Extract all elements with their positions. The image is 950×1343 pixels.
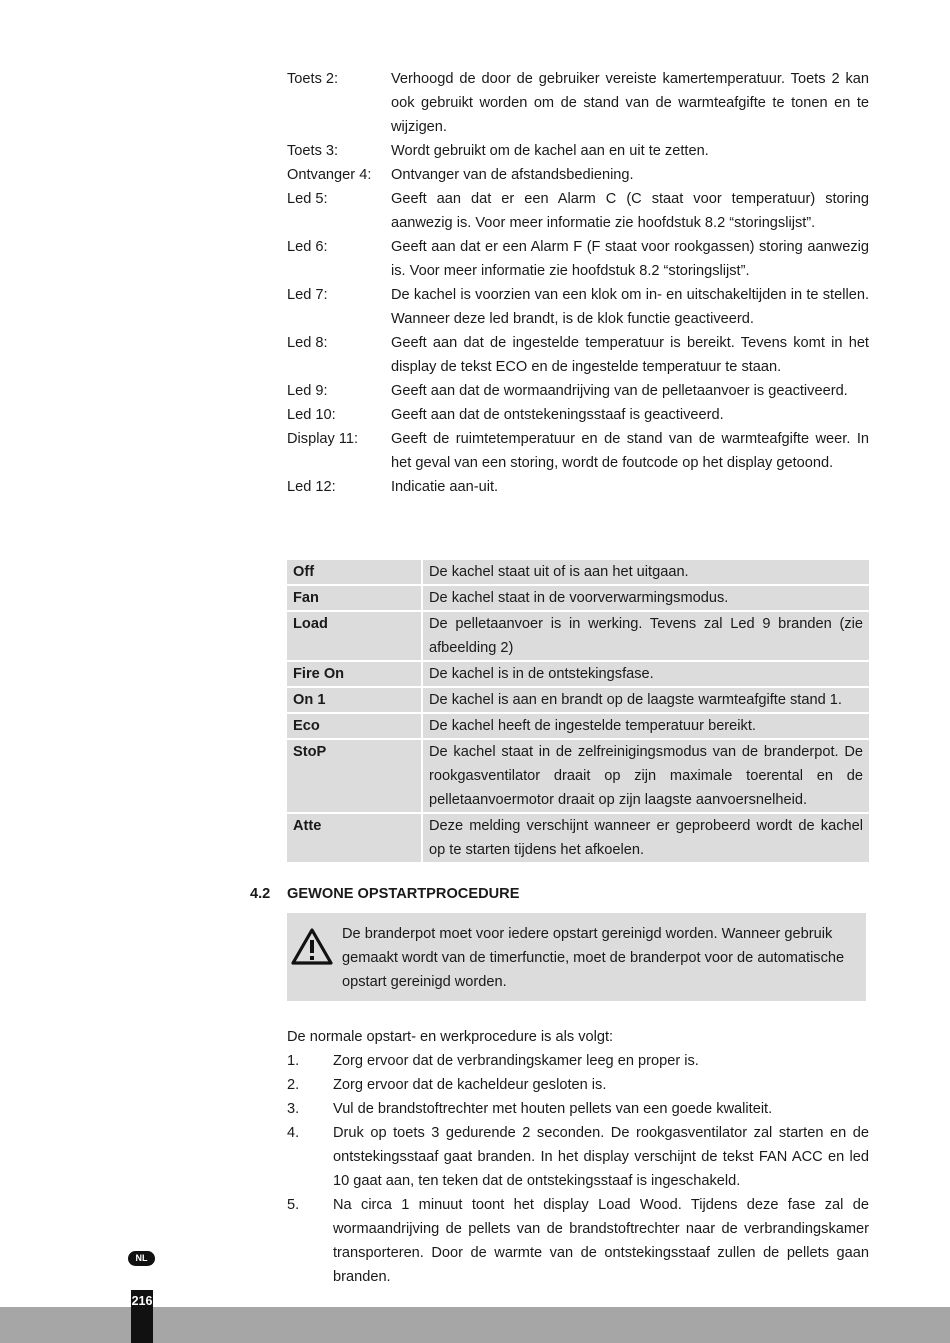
warning-text: De branderpot moet voor iedere opstart gereinigd worden. Wanneer gebruik gemaakt wordt van de timerfunctie, moet de branderpot voor de automatische opstart gereinigd worden. <box>342 926 845 990</box>
list-item <box>287 1121 869 1193</box>
definition-term: Ontvanger 4: <box>287 167 372 183</box>
list-item <box>287 1097 869 1121</box>
mode-key: Fan <box>287 586 423 612</box>
step-number: 5. <box>287 1197 300 1213</box>
step-number: 4. <box>287 1125 300 1141</box>
display-modes-table <box>287 560 869 864</box>
mode-key: Atte <box>287 814 423 864</box>
mode-key: StoP <box>287 740 423 814</box>
step-text: Druk op toets 3 gedurende 2 seconden. De rookgasventilator zal starten en de ontstekingsstaaf gaat branden. In het display verschijnt de tekst FAN ACC en led 10 gaat aan, ten teken dat de ontstekingsstaaf is ingeschakeld. <box>333 1125 869 1189</box>
list-item <box>287 1073 869 1097</box>
definition-term: Toets 3: <box>287 143 339 159</box>
definition-term: Display 11: <box>287 431 359 447</box>
mode-value: De kachel heeft de ingestelde temperatuur bereikt. <box>423 714 869 740</box>
definition-desc: Verhoogd de door de gebruiker vereiste kamertemperatuur. Toets 2 kan ook gebruikt worden om de stand van de warmteafgifte te tonen en te wijzigen. <box>391 71 869 135</box>
definition-item <box>287 427 869 475</box>
definition-term: Led 5: <box>287 191 328 207</box>
section-number: 4.2 <box>250 886 271 902</box>
table-row <box>287 740 869 814</box>
definition-term: Led 8: <box>287 335 328 351</box>
warning-triangle-icon <box>291 927 333 967</box>
definition-desc: Geeft aan dat er een Alarm C (C staat voor temperatuur) storing aanwezig is. Voor meer informatie zie hoofdstuk 8.2 “storingslijst”. <box>391 191 869 231</box>
definition-item <box>287 403 869 427</box>
definition-item <box>287 139 869 163</box>
definition-list <box>287 67 869 499</box>
definition-desc: Geeft aan dat de ingestelde temperatuur is bereikt. Tevens komt in het display de tekst ECO en de ingestelde temperatuur te staan. <box>391 335 869 375</box>
definition-item <box>287 475 869 499</box>
definition-desc: Geeft aan dat de wormaandrijving van de pelletaanvoer is geactiveerd. <box>391 383 848 399</box>
definition-desc: De kachel is voorzien van een klok om in- en uitschakeltijden in te stellen. Wanneer deze led brandt, is de klok functie geactiveerd. <box>391 287 869 327</box>
step-number: 2. <box>287 1077 300 1093</box>
definition-desc: Ontvanger van de afstandsbediening. <box>391 167 634 183</box>
step-text: Zorg ervoor dat de kacheldeur gesloten is. <box>333 1077 607 1093</box>
table-row <box>287 688 869 714</box>
definition-desc: Wordt gebruikt om de kachel aan en uit te zetten. <box>391 143 709 159</box>
step-text: Zorg ervoor dat de verbrandingskamer leeg en proper is. <box>333 1053 699 1069</box>
section-title: GEWONE OPSTARTPROCEDURE <box>287 886 520 902</box>
table-row <box>287 662 869 688</box>
definition-desc: Geeft de ruimtetemperatuur en de stand van de warmteafgifte weer. In het geval van een storing, wordt de foutcode op het display getoond. <box>391 431 869 471</box>
table-row <box>287 714 869 740</box>
definition-item <box>287 163 869 187</box>
definition-desc: Geeft aan dat er een Alarm F (F staat voor rookgassen) storing aanwezig is. Voor meer informatie zie hoofdstuk 8.2 “storingslijst”. <box>391 239 869 279</box>
step-number: 3. <box>287 1101 300 1117</box>
definition-term: Led 9: <box>287 383 328 399</box>
definition-term: Led 10: <box>287 407 336 423</box>
table-row <box>287 586 869 612</box>
definition-desc: Geeft aan dat de ontstekeningsstaaf is geactiveerd. <box>391 407 724 423</box>
table-row <box>287 612 869 662</box>
mode-value: De kachel is aan en brandt op de laagste warmteafgifte stand 1. <box>423 688 869 714</box>
definition-item <box>287 331 869 379</box>
language-badge: NL <box>128 1251 155 1266</box>
list-item <box>287 1193 869 1289</box>
definition-term: Led 12: <box>287 479 336 495</box>
mode-key: Off <box>287 560 423 586</box>
table-row <box>287 814 869 864</box>
step-number: 1. <box>287 1053 300 1069</box>
mode-key: Fire On <box>287 662 423 688</box>
mode-value: De pelletaanvoer is in werking. Tevens zal Led 9 branden (zie afbeelding 2) <box>423 612 869 662</box>
definition-item <box>287 67 869 139</box>
definition-item <box>287 187 869 235</box>
step-text: Na circa 1 minuut toont het display Load Wood. Tijdens deze fase zal de wormaandrijving de pellets van de brandstoftrechter naar de verbrandingskamer transporteren. Door de warmte van de ontstekingsstaaf zullen de pellets gaan branden. <box>333 1197 869 1285</box>
procedure-steps <box>287 1049 869 1289</box>
procedure-intro: De normale opstart- en werkprocedure is als volgt: <box>287 1029 614 1045</box>
definition-term: Led 7: <box>287 287 328 303</box>
mode-value: De kachel staat in de zelfreinigingsmodus van de branderpot. De rookgasventilator draait op zijn maximale toerental en de pelletaanvoermotor draait op zijn laagste aanvoersnelheid. <box>423 740 869 814</box>
definition-term: Led 6: <box>287 239 328 255</box>
table-row <box>287 560 869 586</box>
warning-box <box>287 913 866 1001</box>
mode-key: On 1 <box>287 688 423 714</box>
definition-desc: Indicatie aan-uit. <box>391 479 499 495</box>
mode-key: Eco <box>287 714 423 740</box>
definition-item <box>287 235 869 283</box>
mode-value: De kachel staat in de voorverwarmingsmodus. <box>423 586 869 612</box>
mode-key: Load <box>287 612 423 662</box>
section-heading <box>250 882 870 906</box>
list-item <box>287 1049 869 1073</box>
mode-value: Deze melding verschijnt wanneer er geprobeerd wordt de kachel op te starten tijdens het afkoelen. <box>423 814 869 864</box>
definition-term: Toets 2: <box>287 71 339 87</box>
step-text: Vul de brandstoftrechter met houten pellets van een goede kwaliteit. <box>333 1101 773 1117</box>
definition-item <box>287 379 869 403</box>
definition-item <box>287 283 869 331</box>
mode-value: De kachel staat uit of is aan het uitgaan. <box>423 560 869 586</box>
page-number: 216 <box>131 1290 153 1343</box>
mode-value: De kachel is in de ontstekingsfase. <box>423 662 869 688</box>
